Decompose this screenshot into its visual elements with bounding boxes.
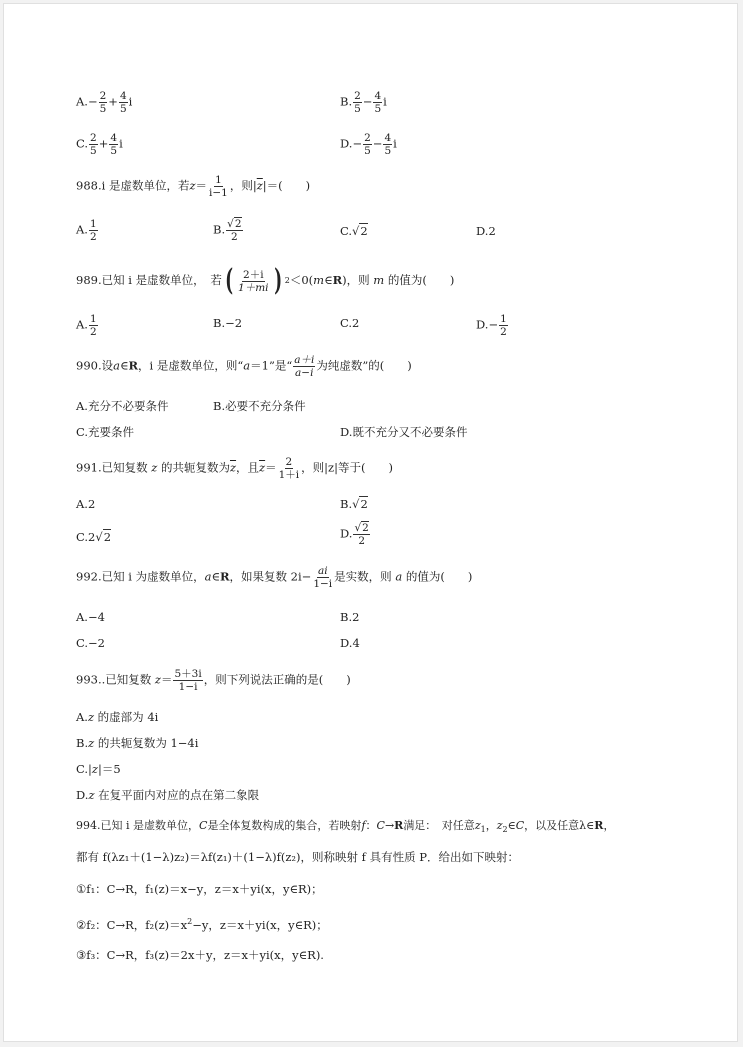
q992-option-b: B.2 bbox=[340, 610, 360, 624]
q992-option-d: D.4 bbox=[340, 636, 360, 650]
q990-option-a: A.充分不必要条件 bbox=[76, 399, 169, 413]
q990-option-c: C.充要条件 bbox=[76, 425, 135, 439]
q990-option-d: D.既不充分又不必要条件 bbox=[340, 425, 468, 439]
q988-option-b: B. $\frac{√2}{2}$ bbox=[213, 218, 242, 243]
q987-option-b: B. $\frac{2}{5}$ − $\frac{4}{5}$ i bbox=[340, 90, 387, 115]
q989-stem: 989.已知 i 是虚数单位， 若 ( $\frac{2+i}{1+mi}$ ) 2 ＜0(m∈R)，则 m 的值为( ) bbox=[76, 263, 455, 298]
q991-option-a: A.2 bbox=[76, 497, 96, 511]
q990-stem: 990.设a∈R，i 是虚数单位，则“a＝1”是“ $\frac{a+i}{a-i}$ 为纯虚数”的( ) bbox=[76, 354, 412, 379]
q989-option-d: D.− $\frac{1}{2}$ bbox=[476, 313, 507, 338]
q994-map-3: ③f₃：C→R，f₃(z)＝2x＋y，z＝x＋yi(x，y∈R). bbox=[76, 948, 324, 962]
q991-option-d: D. $\frac{√2}{2}$ bbox=[340, 522, 369, 547]
q990-option-b: B.必要不充分条件 bbox=[213, 399, 306, 413]
q994-map-2: ②f₂：C→R，$f_2(z)=x^2-y$，z＝x＋yi(x，y∈R)； bbox=[76, 917, 328, 932]
q989-option-b: B.−2 bbox=[213, 316, 243, 330]
q993-option-c: C.|z|＝5 bbox=[76, 762, 121, 776]
q991-stem: 991.已知复数 z 的共轭复数为$\overline{z}$，且$\overline{z}=$ $\frac{2}{1+i}$ ，则|z|等于( ) bbox=[76, 456, 393, 481]
q987-option-d: D.− $\frac{2}{5}$ − $\frac{4}{5}$ i bbox=[340, 132, 397, 157]
document-page bbox=[3, 3, 738, 1042]
q993-option-d: D.z 在复平面内对应的点在第二象限 bbox=[76, 788, 260, 802]
q993-option-b: B.z 的共轭复数为 1−4i bbox=[76, 736, 199, 750]
q992-option-c: C.−2 bbox=[76, 636, 105, 650]
q991-option-b: B.√2 bbox=[340, 497, 368, 511]
q989-option-c: C.2 bbox=[340, 316, 360, 330]
q988-option-c: C.√2 bbox=[340, 224, 368, 238]
q994-map-1: ①f₁：C→R，f₁(z)＝x−y，z＝x＋yi(x，y∈R)； bbox=[76, 882, 323, 896]
q989-option-a: A. $\frac{1}{2}$ bbox=[76, 313, 97, 338]
q991-option-c: C.2√2 bbox=[76, 530, 112, 544]
q994-stem-line2: 都有 f(λz₁＋(1−λ)z₂)＝λf(z₁)＋(1−λ)f(z₂)，则称映射 f 具有性质 P．给出如下映射： bbox=[76, 850, 519, 864]
q987-option-a: A.− $\frac{2}{5}$ + $\frac{4}{5}$ i bbox=[76, 90, 133, 115]
q992-stem: 992.已知 i 为虚数单位，a∈R，如果复数 2i− $\frac{ai}{1-i}$ 是实数，则 a 的值为( ) bbox=[76, 565, 473, 590]
q994-stem-line1: 994.已知 i 是虚数单位，C是全体复数构成的集合，若映射f：C→R满足： 对任意$z_1$，$z_2\in C$，以及任意λ∈R， bbox=[76, 819, 615, 835]
q993-option-a: A.z 的虚部为 4i bbox=[76, 710, 159, 724]
q992-option-a: A.−4 bbox=[76, 610, 105, 624]
q988-option-a: A. $\frac{1}{2}$ bbox=[76, 218, 97, 243]
q987-option-c: C. $\frac{2}{5}$ + $\frac{4}{5}$ i bbox=[76, 132, 123, 157]
q988-stem: 988.i 是虚数单位，若z＝ $\frac{1}{i-1}$ ，则$|\overline{z}|=$( ) bbox=[76, 174, 311, 199]
q993-stem: 993..已知复数 z＝ $\frac{5+3i}{1-i}$ ，则下列说法正确的是( ) bbox=[76, 668, 351, 693]
q988-option-d: D.2 bbox=[476, 224, 496, 238]
